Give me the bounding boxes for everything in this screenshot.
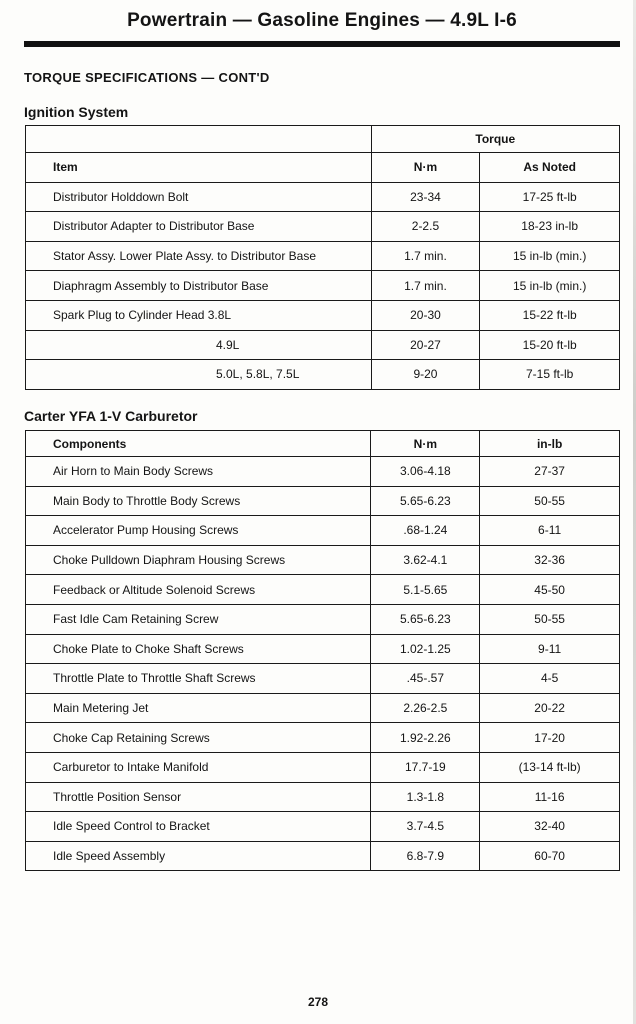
table-row [26,752,620,782]
nm-cell: .68-1.24 [371,516,480,546]
as-noted-cell: 7-15 ft-lb [480,360,620,390]
component-cell: Choke Cap Retaining Screws [26,723,371,753]
table-row [26,723,620,753]
page-title: Powertrain — Gasoline Engines — 4.9L I-6 [127,10,517,31]
as-noted-cell: 15 in-lb (min.) [480,271,620,301]
component-cell: Idle Speed Control to Bracket [26,812,371,842]
header-rule [24,41,620,47]
nm-cell: 5.65-6.23 [371,486,480,516]
in-lb-cell: 32-36 [480,545,620,575]
as-noted-cell: 15-20 ft-lb [480,330,620,360]
item-cell: Distributor Adapter to Distributor Base [26,212,372,242]
component-cell: Choke Plate to Choke Shaft Screws [26,634,371,664]
torque-group-header: Torque [371,126,619,153]
column-header-nm: N·m [371,153,480,183]
table-row [26,575,620,605]
nm-cell: 23-34 [371,182,480,212]
nm-cell: 17.7-19 [371,752,480,782]
column-header-components: Components [26,431,371,457]
in-lb-cell: 6-11 [480,516,620,546]
table-row [26,782,620,812]
item-cell: Distributor Holddown Bolt [26,182,372,212]
page-number: 278 [307,995,329,1009]
nm-cell: 5.1-5.65 [371,575,480,605]
table-row [26,516,620,546]
component-cell: Feedback or Altitude Solenoid Screws [26,575,371,605]
column-header-in-lb: in-lb [480,431,620,457]
nm-cell: 20-27 [371,330,480,360]
component-cell: Main Metering Jet [26,693,371,723]
as-noted-cell: 18-23 in-lb [480,212,620,242]
table-row [26,634,620,664]
section-heading: TORQUE SPECIFICATIONS — CONT'D [24,70,270,85]
item-cell: Diaphragm Assembly to Distributor Base [26,271,372,301]
item-cell: 4.9L [26,330,372,360]
column-header-as-noted: As Noted [480,153,620,183]
nm-cell: 2-2.5 [371,212,480,242]
in-lb-cell: 20-22 [480,693,620,723]
nm-cell: 5.65-6.23 [371,604,480,634]
in-lb-cell: 11-16 [480,782,620,812]
in-lb-cell: 50-55 [480,604,620,634]
in-lb-cell: 9-11 [480,634,620,664]
item-cell: Spark Plug to Cylinder Head 3.8L [26,300,372,330]
nm-cell: 2.26-2.5 [371,693,480,723]
table-row [26,271,620,301]
component-cell: Carburetor to Intake Manifold [26,752,371,782]
nm-cell: 6.8-7.9 [371,841,480,871]
carburetor-heading: Carter YFA 1-V Carburetor [24,408,198,424]
empty-header-cell [26,126,372,153]
in-lb-cell: (13-14 ft-lb) [480,752,620,782]
component-cell: Air Horn to Main Body Screws [26,457,371,487]
as-noted-cell: 17-25 ft-lb [480,182,620,212]
component-cell: Throttle Position Sensor [26,782,371,812]
as-noted-cell: 15-22 ft-lb [480,300,620,330]
component-cell: Main Body to Throttle Body Screws [26,486,371,516]
component-cell: Choke Pulldown Diaphram Housing Screws [26,545,371,575]
table-row [26,545,620,575]
component-cell: Idle Speed Assembly [26,841,371,871]
nm-cell: 1.92-2.26 [371,723,480,753]
nm-cell: 3.62-4.1 [371,545,480,575]
table-row [26,664,620,694]
carburetor-torque-table [25,430,620,871]
table-header-row [26,431,620,457]
nm-cell: 9-20 [371,360,480,390]
component-cell: Fast Idle Cam Retaining Screw [26,604,371,634]
nm-cell: 1.02-1.25 [371,634,480,664]
ignition-system-heading: Ignition System [24,104,129,120]
nm-cell: .45-.57 [371,664,480,694]
table-row [26,212,620,242]
table-row [26,457,620,487]
table-row [26,693,620,723]
ignition-torque-table [25,125,620,390]
table-group-header-row [26,126,620,153]
in-lb-cell: 60-70 [480,841,620,871]
nm-cell: 20-30 [371,300,480,330]
in-lb-cell: 27-37 [480,457,620,487]
table-row [26,182,620,212]
nm-cell: 1.7 min. [371,271,480,301]
table-row [26,330,620,360]
table-row [26,360,620,390]
table-row [26,241,620,271]
in-lb-cell: 4-5 [480,664,620,694]
table-row [26,604,620,634]
nm-cell: 3.7-4.5 [371,812,480,842]
table-row [26,841,620,871]
table-row [26,486,620,516]
nm-cell: 1.3-1.8 [371,782,480,812]
table-row [26,300,620,330]
in-lb-cell: 32-40 [480,812,620,842]
component-cell: Accelerator Pump Housing Screws [26,516,371,546]
component-cell: Throttle Plate to Throttle Shaft Screws [26,664,371,694]
column-header-nm: N·m [371,431,480,457]
nm-cell: 1.7 min. [371,241,480,271]
as-noted-cell: 15 in-lb (min.) [480,241,620,271]
column-header-item: Item [26,153,372,183]
in-lb-cell: 45-50 [480,575,620,605]
in-lb-cell: 17-20 [480,723,620,753]
table-header-row [26,153,620,183]
table-row [26,812,620,842]
in-lb-cell: 50-55 [480,486,620,516]
item-cell: Stator Assy. Lower Plate Assy. to Distributor Base [26,241,372,271]
item-cell: 5.0L, 5.8L, 7.5L [26,360,372,390]
nm-cell: 3.06-4.18 [371,457,480,487]
